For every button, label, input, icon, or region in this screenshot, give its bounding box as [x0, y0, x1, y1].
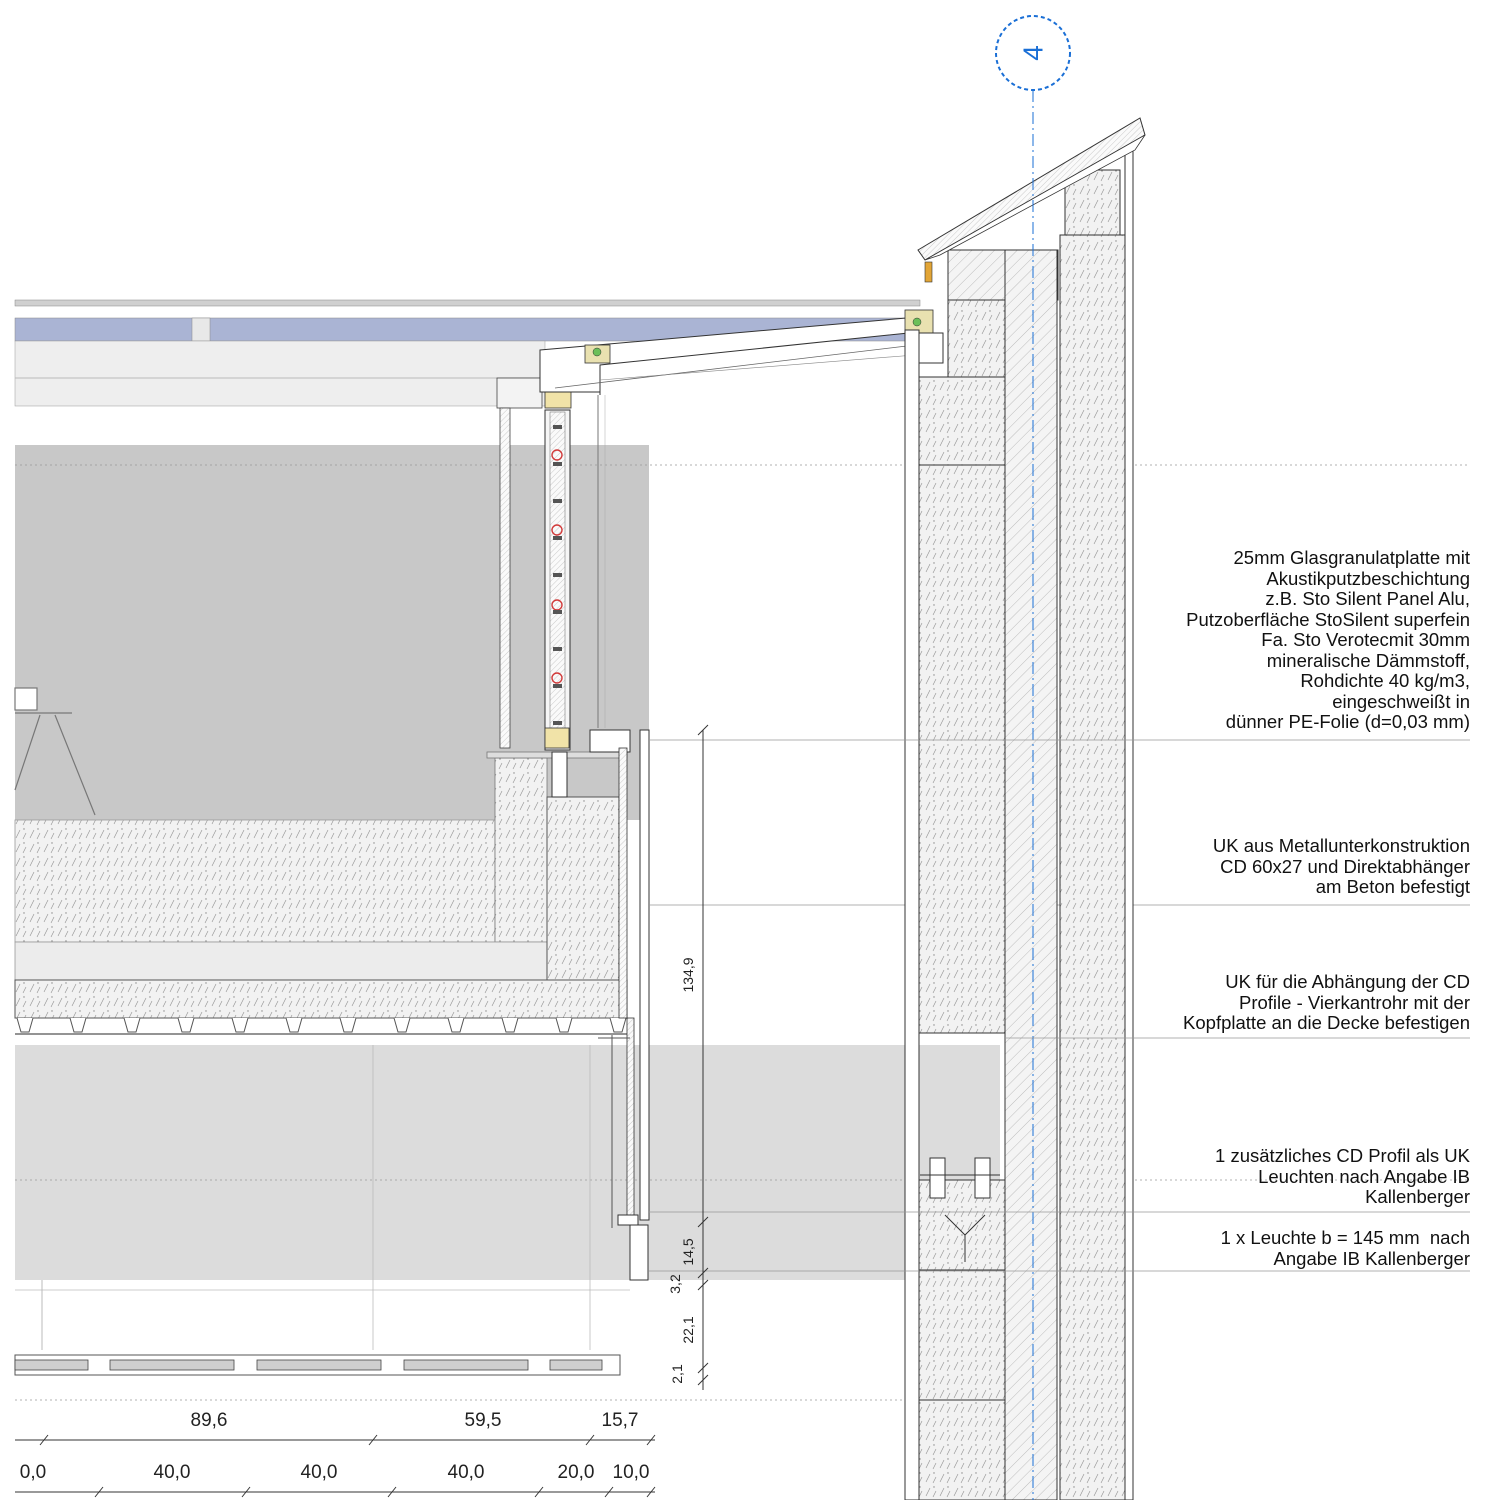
vdim-134-9: 134,9 [680, 957, 696, 993]
ceiling-panels [15, 1355, 620, 1375]
horizontal-dimension-row-1 [15, 1435, 655, 1445]
hdim-15-7: 15,7 [601, 1410, 639, 1431]
hdim-0-0: 0,0 [19, 1462, 47, 1483]
hdim-59-5: 59,5 [464, 1410, 502, 1431]
clip-mark [553, 573, 562, 577]
vdim-3-2: 3,2 [667, 1274, 683, 1294]
note-uk-metallunterkonstruktion: UK aus Metallunterkonstruktion CD 60x27 und Direktabhänger am Beton befestigt [1212, 835, 1470, 897]
clip-mark [553, 536, 562, 540]
note-cd-profil-leuchten: 1 zusätzliches CD Profil als UK Leuchten nach Angabe IB Kallenberger [1215, 1145, 1470, 1207]
clip-mark [553, 462, 562, 466]
clip-mark [553, 425, 562, 429]
clip-mark [553, 647, 562, 651]
note-leuchte: 1 x Leuchte b = 145 mm nach Angabe IB Kallenberger [1220, 1227, 1470, 1269]
clip-mark [553, 499, 562, 503]
clip-mark [553, 721, 562, 725]
hdim-10-0: 10,0 [612, 1462, 650, 1483]
hdim-20-0: 20,0 [557, 1462, 595, 1483]
vdim-22-1: 22,1 [680, 1316, 696, 1344]
window-element [497, 310, 943, 797]
note-uk-abhaengung: UK für die Abhängung der CD Profile - Vierkantrohr mit der Kopfplatte an die Decke befestigen [1183, 971, 1470, 1033]
clip-mark [553, 610, 562, 614]
hdim-40-0-c: 40,0 [447, 1462, 485, 1483]
axis-label: 4 [1017, 45, 1049, 61]
hdim-40-0-a: 40,0 [153, 1462, 191, 1483]
hdim-40-0-b: 40,0 [300, 1462, 338, 1483]
vdim-14-5: 14,5 [680, 1238, 696, 1266]
hdim-89-6: 89,6 [190, 1410, 228, 1431]
horizontal-dimension-row-2 [15, 1487, 655, 1497]
exterior-wall [905, 118, 1145, 1500]
clip-mark [553, 684, 562, 688]
lower-wall [15, 1045, 1000, 1280]
vdim-2-1: 2,1 [669, 1364, 685, 1384]
slab [15, 980, 627, 1018]
note-glasgranulatplatte: 25mm Glasgranulatplatte mit Akustikputzbeschichtung z.B. Sto Silent Panel Alu, Putzoberfläche StoSilent superfein Fa. Sto Verotecmit 30mm mineralische Dämmstoff, Rohdichte 40 kg/m3, eingeschweißt in dünner PE-Folie (d=0,03 mm) [1186, 547, 1470, 732]
